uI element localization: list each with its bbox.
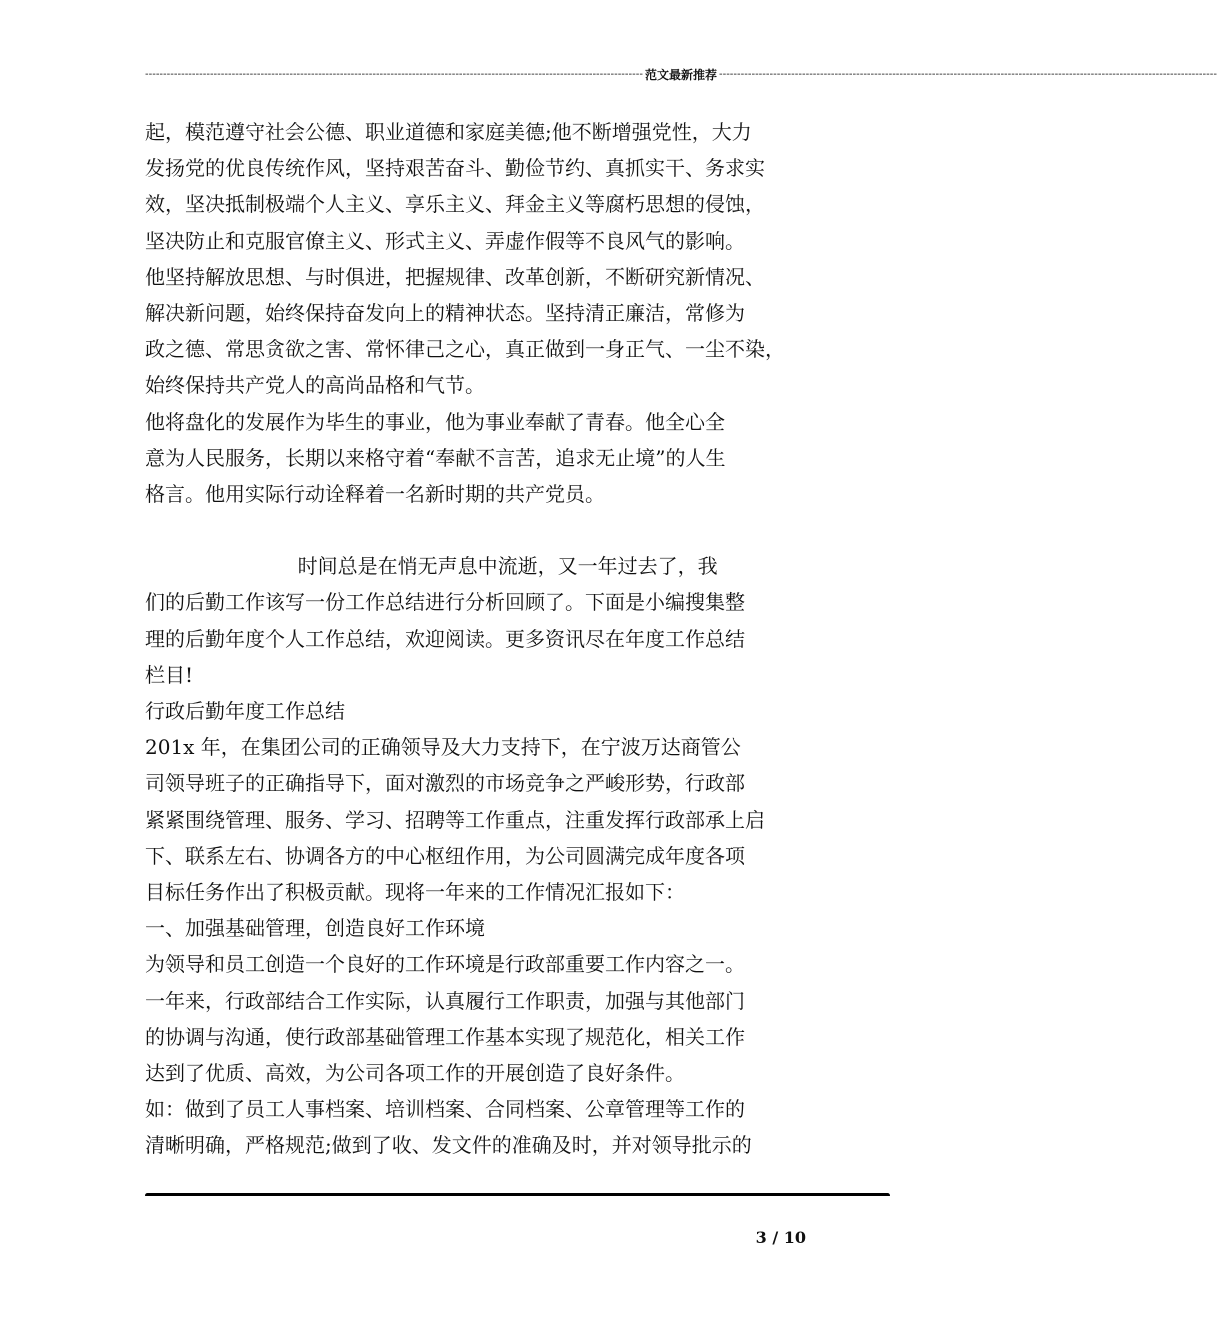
footer-divider — [145, 1193, 890, 1198]
text-line: 效，坚决抵制极端个人主义、享乐主义、拜金主义等腐朽思想的侵蚀， — [145, 192, 765, 217]
text-line: 理的后勤年度个人工作总结，欢迎阅读。更多资讯尽在年度工作总结 — [145, 626, 745, 651]
paragraph-gap — [145, 512, 825, 548]
text-line: 们的后勤工作该写一份工作总结进行分析回顾了。下面是小编搜集整 — [145, 590, 745, 615]
paragraph-2 — [145, 404, 825, 513]
paragraph-1 — [145, 114, 825, 404]
text-line: 下、联系左右、协调各方的中心枢纽作用，为公司圆满完成年度各项 — [145, 843, 745, 868]
text-line: 起，模范遵守社会公德、职业道德和家庭美德;他不断增强党性，大力 — [145, 120, 752, 144]
text-line: 司领导班子的正确指导下，面对激烈的市场竞争之严峻形势，行政部 — [145, 771, 745, 796]
text-line: 201x 年，在集团公司的正确领导及大力支持下，在宁波万达商管公 — [145, 735, 741, 760]
text-line: 时间总是在悄无声息中流逝，又一年过去了，我 — [145, 554, 718, 579]
text-line: 达到了优质、高效，为公司各项工作的开展创造了良好条件。 — [145, 1060, 685, 1085]
paragraph-5 — [145, 729, 825, 910]
text-line: 栏目! — [145, 662, 194, 687]
header-dash-left: ------------------------------------------------------------------------------------------------------------------------------------------ — [145, 69, 643, 80]
text-line: 的协调与沟通，使行政部基础管理工作基本实现了规范化，相关工作 — [145, 1024, 745, 1049]
text-line: 政之德、常思贪欲之害、常怀律己之心，真正做到一身正气、一尘不染， — [145, 337, 785, 362]
page-header — [145, 66, 1217, 84]
text-line: 格言。他用实际行动诠释着一名新时期的共产党员。 — [145, 481, 605, 506]
subsection-heading — [145, 910, 825, 946]
text-line: 紧紧围绕管理、服务、学习、招聘等工作重点，注重发挥行政部承上启 — [145, 807, 765, 832]
text-line: 发扬党的优良传统作风，坚持艰苦奋斗、勤俭节约、真抓实干、务求实 — [145, 156, 765, 181]
text-line: 他坚持解放思想、与时俱进，把握规律、改革创新，不断研究新情况、 — [145, 264, 765, 289]
page-number: 3 / 10 — [755, 1228, 806, 1247]
text-line: 一年来，行政部结合工作实际，认真履行工作职责，加强与其他部门 — [145, 988, 745, 1013]
text-line: 解决新问题，始终保持奋发向上的精神状态。坚持清正廉洁，常修为 — [145, 300, 745, 325]
header-dash-right: ------------------------------------------------------------------------------------------------------------------------------------------ — [718, 69, 1217, 80]
text-line: 始终保持共产党人的高尚品格和气节。 — [145, 373, 485, 398]
text-line: 如：做到了员工人事档案、培训档案、合同档案、公章管理等工作的 — [145, 1097, 745, 1122]
text-line: 清晰明确，严格规范;做到了收、发文件的准确及时，并对领导批示的 — [145, 1133, 752, 1158]
text-line: 意为人民服务，长期以来格守着“奉献不言苦，追求无止境”的人生 — [145, 445, 726, 470]
paragraph-7 — [145, 946, 825, 1091]
text-line: 坚决防止和克服官僚主义、形式主义、弄虚作假等不良风气的影响。 — [145, 228, 745, 253]
text-line: 行政后勤年度工作总结 — [145, 699, 345, 723]
text-line: 一、加强基础管理，创造良好工作环境 — [145, 916, 485, 941]
text-line: 目标任务作出了积极贡献。现将一年来的工作情况汇报如下： — [145, 879, 685, 904]
paragraph-3 — [145, 548, 825, 693]
section-title — [145, 693, 825, 729]
document-body — [145, 114, 825, 1163]
text-line: 为领导和员工创造一个良好的工作环境是行政部重要工作内容之一。 — [145, 952, 745, 977]
paragraph-8 — [145, 1091, 825, 1163]
text-line: 他将盘化的发展作为毕生的事业，他为事业奉献了青春。他全心全 — [145, 409, 725, 434]
header-title: 范文最新推荐 — [644, 68, 717, 82]
